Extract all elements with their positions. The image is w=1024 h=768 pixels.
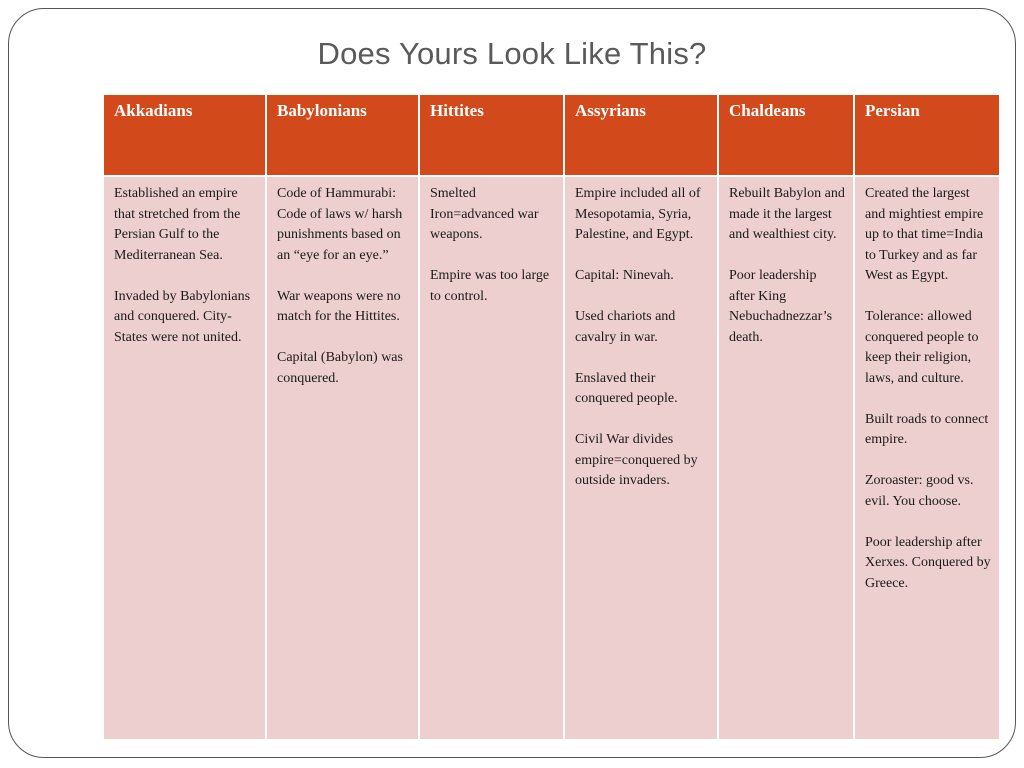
cell-paragraph: Empire included all of Mesopotamia, Syria, Palestine, and Egypt. <box>575 186 701 242</box>
header-assyrians: Assyrians <box>564 94 718 176</box>
table-row <box>103 176 1000 740</box>
cell-paragraph: Established an empire that stretched from the Persian Gulf to the Mediterranean Sea. <box>114 186 241 263</box>
cell-chaldeans <box>718 176 854 740</box>
cell-paragraph: Built roads to connect empire. <box>865 411 989 447</box>
cell-assyrians <box>564 176 718 740</box>
slide-title: Does Yours Look Like This? <box>317 36 707 71</box>
header-akkadians: Akkadians <box>103 94 266 176</box>
header-chaldeans: Chaldeans <box>718 94 854 176</box>
cell-paragraph: Capital (Babylon) was conquered. <box>277 350 403 386</box>
cell-paragraph: Smelted Iron=advanced war weapons. <box>430 186 539 242</box>
cell-paragraph: Used chariots and cavalry in war. <box>575 309 676 345</box>
cell-paragraph: Poor leadership after Xerxes. Conquered by Greece. <box>865 534 991 591</box>
empires-table <box>102 93 1001 741</box>
cell-paragraph: Enslaved their conquered people. <box>575 370 678 406</box>
cell-paragraph: Invaded by Babylonians and conquered. City-States were not united. <box>114 288 251 345</box>
cell-paragraph: Zoroaster: good vs. evil. You choose. <box>865 473 974 509</box>
cell-paragraph: War weapons were no match for the Hittites. <box>277 288 401 324</box>
cell-paragraph: Tolerance: allowed conquered people to keep their religion, laws, and culture. <box>865 309 979 386</box>
cell-paragraph: Rebuilt Babylon and made it the largest and wealthiest city. <box>729 186 845 242</box>
cell-babylonians <box>266 176 419 740</box>
cell-paragraph: Code of Hammurabi: Code of laws w/ harsh punishments based on an “eye for an eye.” <box>277 186 403 263</box>
cell-paragraph: Capital: Ninevah. <box>575 268 674 283</box>
header-persian: Persian <box>854 94 1000 176</box>
cell-akkadians <box>103 176 266 740</box>
cell-paragraph: Empire was too large to control. <box>430 268 550 304</box>
cell-paragraph: Created the largest and mightiest empire up to that time=India to Turkey and as far West as Egypt. <box>865 186 984 283</box>
header-babylonians: Babylonians <box>266 94 419 176</box>
cell-persian <box>854 176 1000 740</box>
cell-paragraph: Civil War divides empire=conquered by outside invaders. <box>575 432 698 488</box>
cell-hittites <box>419 176 564 740</box>
header-hittites: Hittites <box>419 94 564 176</box>
table-header-row <box>103 94 1000 176</box>
cell-paragraph: Poor leadership after King Nebuchadnezzar’s death. <box>729 268 833 345</box>
